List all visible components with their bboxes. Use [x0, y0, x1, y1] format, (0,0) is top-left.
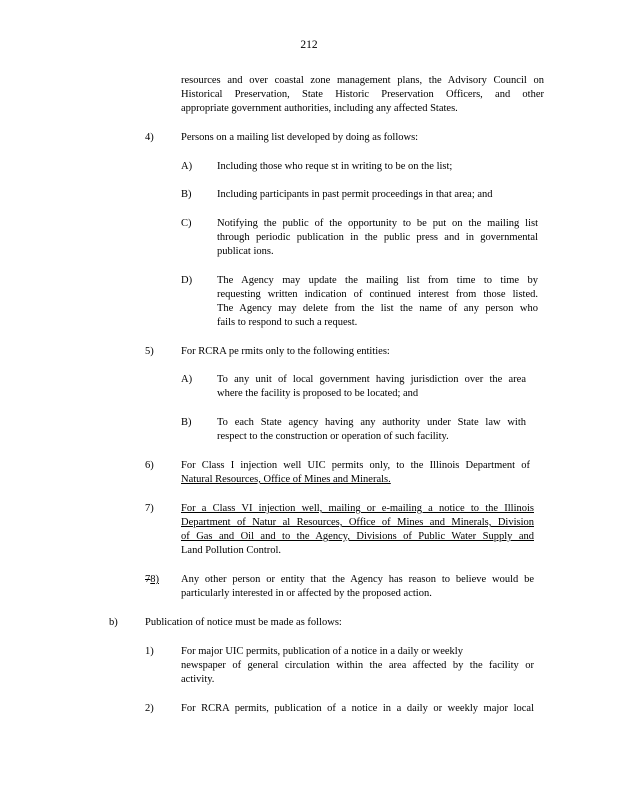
subitem-label-5b: B) — [181, 417, 192, 428]
text-line: To each State agency having any authority under State law with — [217, 417, 526, 428]
text-line: publicat ions. — [217, 246, 274, 257]
text-line: resources and over coastal zone management plans, the Advisory Council on — [181, 75, 544, 86]
item-text-7 — [181, 502, 534, 558]
item-label-5: 5) — [145, 346, 154, 357]
subitem-text-4b — [217, 188, 544, 202]
underlined-text-line: Natural Resources, Office of Mines and Minerals. — [181, 474, 391, 485]
text-line: Including those who reque st in writing to be on the list; — [217, 161, 453, 172]
page-number: 212 — [300, 39, 318, 51]
text-line: Historical Preservation, State Historic Preservation Officers, and other — [181, 89, 544, 100]
text-line: Including participants in past permit proceedings in that area; and — [217, 189, 493, 200]
text-line: where the facility is proposed to be located; and — [217, 388, 419, 399]
text-line: To any unit of local government having jurisdiction over the area — [217, 374, 526, 385]
new-number: 8) — [150, 574, 159, 585]
subitem-text-5b — [217, 416, 526, 444]
subitem-label-b2: 2) — [145, 703, 154, 714]
text-line: Any other person or entity that the Agency has reason to believe would be — [181, 574, 534, 585]
text-line: requesting written indication of continued interest from those listed. — [217, 289, 538, 300]
item-label-6: 6) — [145, 460, 154, 471]
subitem-label-4d: D) — [181, 275, 193, 286]
item-text-6 — [181, 459, 530, 487]
text-line: Notifying the public of the opportunity to be put on the mailing list — [217, 218, 538, 229]
text-line: fails to respond to such a request. — [217, 317, 358, 328]
item-text-8 — [181, 573, 534, 601]
text-line: appropriate government authorities, including any affected States. — [181, 103, 458, 114]
intro-paragraph — [181, 74, 544, 116]
subitem-label-4c: C) — [181, 218, 192, 229]
item-label-b: b) — [109, 617, 118, 628]
text-line: through periodic publication in the public press and in governmental — [217, 232, 538, 243]
text-line: Persons on a mailing list developed by doing as follows: — [181, 132, 419, 143]
subitem-text-4c — [217, 217, 538, 259]
subitem-text-b2 — [181, 702, 534, 716]
item-text-4 — [181, 131, 544, 145]
text-line: Department of Natur al Resources, Office of Mines and Minerals, Division — [181, 517, 534, 528]
text-line: For major UIC permits, publication of a notice in a daily or weekly — [181, 646, 463, 657]
subitem-label-4a: A) — [181, 161, 193, 172]
subitem-text-b1 — [181, 645, 534, 687]
text-line: For RCRA pe rmits only to the following entities: — [181, 346, 390, 357]
item-label-7: 7) — [145, 503, 154, 514]
text-line: The Agency may update the mailing list from time to time by — [217, 275, 538, 286]
text-line: respect to the construction or operation of such facility. — [217, 431, 449, 442]
item-text-b — [145, 616, 505, 630]
subitem-label-4b: B) — [181, 189, 192, 200]
text-line: For RCRA permits, publication of a notice in a daily or weekly major local — [181, 703, 534, 714]
text-line: particularly interested in or affected by the proposed action. — [181, 588, 432, 599]
subitem-label-5a: A) — [181, 374, 193, 385]
item-text-5 — [181, 345, 544, 359]
item-label-8 — [145, 573, 159, 587]
text-line: of Gas and Oil and to the Agency, Divisions of Public Water Supply and — [181, 531, 534, 542]
text-line: For Class I injection well UIC permits only, to the Illinois Department of — [181, 460, 530, 471]
text-line: activity. — [181, 674, 215, 685]
item-label-4: 4) — [145, 132, 154, 143]
subitem-text-4d — [217, 274, 538, 330]
text-line: newspaper of general circulation within the area affected by the facility or — [181, 660, 534, 671]
text-line: Land Pollution Control. — [181, 545, 282, 556]
text-line: Publication of notice must be made as follows: — [145, 617, 342, 628]
struck-old-number: 7 — [145, 574, 151, 585]
subitem-text-4a — [217, 160, 544, 174]
subitem-label-b1: 1) — [145, 646, 154, 657]
text-line: For a Class VI injection well, mailing or e-mailing a notice to the Illinois — [181, 503, 534, 514]
text-line: The Agency may delete from the list the name of any person who — [217, 303, 538, 314]
subitem-text-5a — [217, 373, 526, 401]
